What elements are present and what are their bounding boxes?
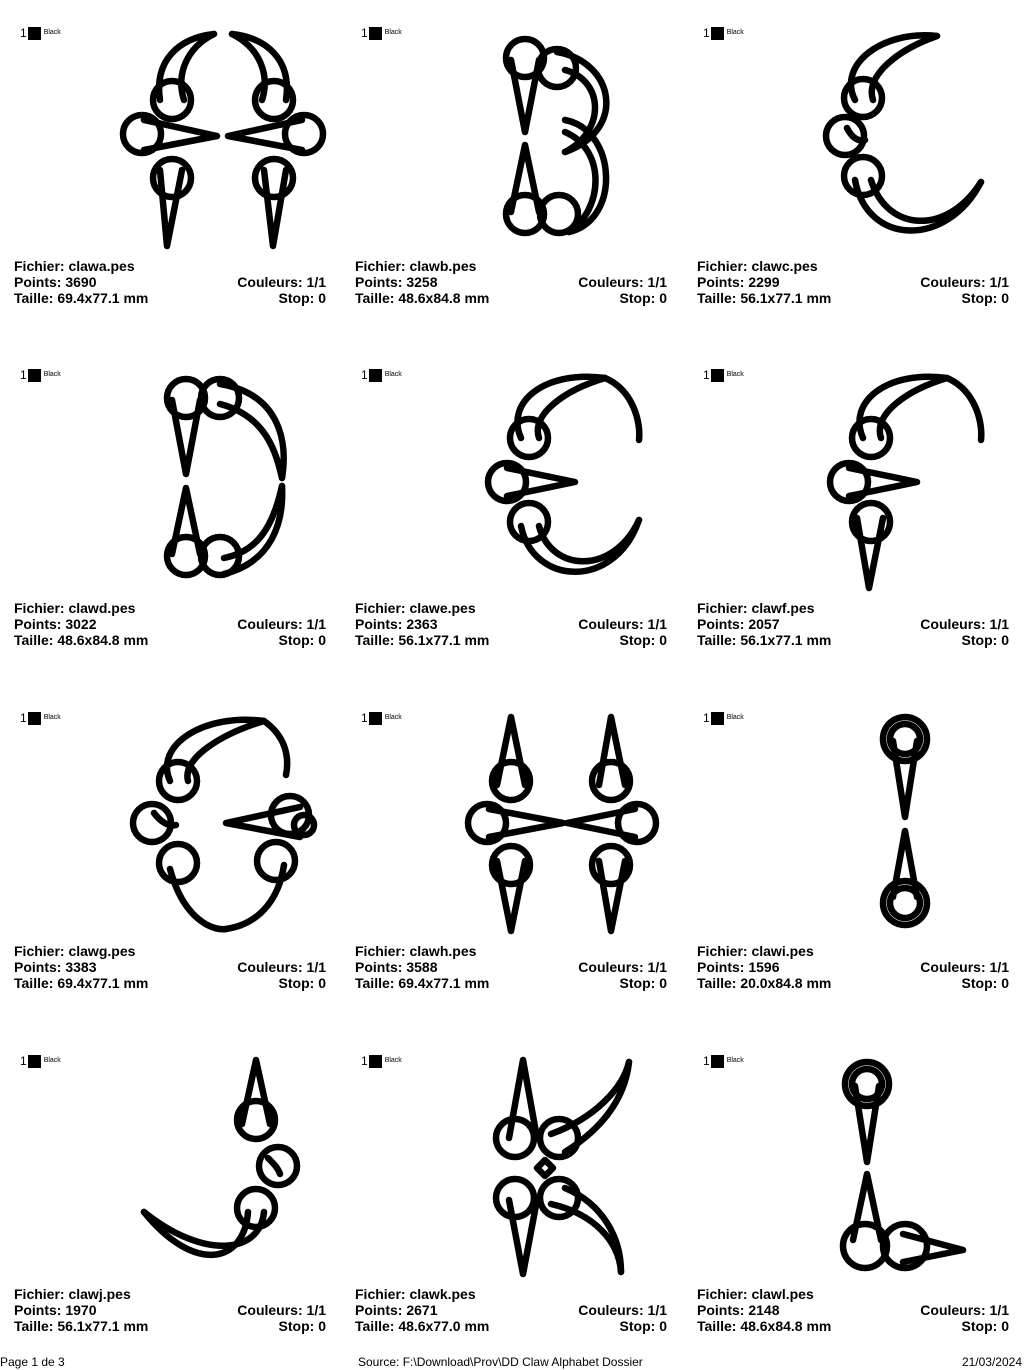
letter-i-claw-icon bbox=[697, 685, 1024, 935]
swatch-name: Black bbox=[384, 1057, 402, 1064]
design-cell-clawk bbox=[355, 1028, 685, 1358]
points-count: 2148 bbox=[748, 1302, 780, 1318]
letter-c-claw-icon bbox=[697, 0, 1024, 250]
colors-count: 1/1 bbox=[647, 274, 667, 290]
design-size: 48.6x84.8 mm bbox=[740, 1318, 832, 1334]
design-size: 48.6x77.0 mm bbox=[398, 1318, 490, 1334]
design-cell-clawc bbox=[697, 0, 1024, 330]
design-cell-clawg bbox=[14, 685, 344, 1015]
file-name: clawc.pes bbox=[751, 258, 818, 274]
colors-count: 1/1 bbox=[306, 1302, 326, 1318]
swatch-name: Black bbox=[43, 714, 61, 721]
swatch-name: Black bbox=[43, 29, 61, 36]
letter-k-claw-icon bbox=[355, 1028, 685, 1278]
design-size: 48.6x84.8 mm bbox=[57, 632, 149, 648]
swatch-number: 1 bbox=[703, 1054, 710, 1068]
swatch-name: Black bbox=[43, 1057, 61, 1064]
file-name: clawi.pes bbox=[751, 943, 814, 959]
points-count: 3258 bbox=[406, 274, 438, 290]
points-count: 2671 bbox=[406, 1302, 438, 1318]
design-info: Fichier: clawg.pes Points: 3383 Couleurs: 1/1 Taille: 69.4x77.1 mm Stop: 0 bbox=[14, 943, 326, 991]
design-info: Fichier: clawa.pes Points: 3690 Couleurs: 1/1 Taille: 69.4x77.1 mm Stop: 0 bbox=[14, 258, 326, 306]
design-cell-clawi bbox=[697, 685, 1024, 1015]
letter-f-claw-icon bbox=[697, 342, 1024, 592]
points-count: 3022 bbox=[65, 616, 97, 632]
colors-count: 1/1 bbox=[989, 274, 1009, 290]
file-name: clawj.pes bbox=[68, 1286, 131, 1302]
stop-count: 0 bbox=[318, 975, 326, 991]
design-cell-clawb bbox=[355, 0, 685, 330]
design-info: Fichier: clawk.pes Points: 2671 Couleurs: 1/1 Taille: 48.6x77.0 mm Stop: 0 bbox=[355, 1286, 667, 1334]
stop-count: 0 bbox=[1001, 1318, 1009, 1334]
stop-count: 0 bbox=[318, 1318, 326, 1334]
file-name: clawa.pes bbox=[68, 258, 135, 274]
letter-e-claw-icon bbox=[355, 342, 685, 592]
design-cell-clawf bbox=[697, 342, 1024, 672]
design-cell-clawe bbox=[355, 342, 685, 672]
design-size: 48.6x84.8 mm bbox=[398, 290, 490, 306]
points-count: 3383 bbox=[65, 959, 97, 975]
design-info: Fichier: clawj.pes Points: 1970 Couleurs: 1/1 Taille: 56.1x77.1 mm Stop: 0 bbox=[14, 1286, 326, 1334]
design-info: Fichier: clawb.pes Points: 3258 Couleurs: 1/1 Taille: 48.6x84.8 mm Stop: 0 bbox=[355, 258, 667, 306]
design-cell-clawh bbox=[355, 685, 685, 1015]
design-size: 56.1x77.1 mm bbox=[740, 290, 832, 306]
colors-count: 1/1 bbox=[306, 616, 326, 632]
swatch-number: 1 bbox=[703, 368, 710, 382]
file-name: clawe.pes bbox=[409, 600, 476, 616]
letter-b-claw-icon bbox=[355, 0, 685, 250]
swatch-name: Black bbox=[384, 29, 402, 36]
swatch-name: Black bbox=[726, 29, 744, 36]
stop-count: 0 bbox=[659, 975, 667, 991]
design-size: 56.1x77.1 mm bbox=[740, 632, 832, 648]
swatch-number: 1 bbox=[361, 1054, 368, 1068]
swatch-number: 1 bbox=[20, 711, 27, 725]
design-cell-clawl bbox=[697, 1028, 1024, 1358]
design-cell-clawj bbox=[14, 1028, 344, 1358]
design-info: Fichier: clawh.pes Points: 3588 Couleurs: 1/1 Taille: 69.4x77.1 mm Stop: 0 bbox=[355, 943, 667, 991]
swatch-number: 1 bbox=[361, 26, 368, 40]
swatch-number: 1 bbox=[703, 711, 710, 725]
colors-count: 1/1 bbox=[647, 1302, 667, 1318]
letter-j-claw-icon bbox=[14, 1028, 344, 1278]
points-count: 1596 bbox=[748, 959, 780, 975]
swatch-name: Black bbox=[384, 371, 402, 378]
design-info: Fichier: clawd.pes Points: 3022 Couleurs: 1/1 Taille: 48.6x84.8 mm Stop: 0 bbox=[14, 600, 326, 648]
points-count: 3588 bbox=[406, 959, 438, 975]
page-number: Page 1 de 3 bbox=[0, 1355, 65, 1369]
colors-count: 1/1 bbox=[989, 1302, 1009, 1318]
print-date: 21/03/2024 bbox=[961, 1355, 1022, 1369]
stop-count: 0 bbox=[1001, 975, 1009, 991]
design-info: Fichier: clawl.pes Points: 2148 Couleurs: 1/1 Taille: 48.6x84.8 mm Stop: 0 bbox=[697, 1286, 1009, 1334]
stop-count: 0 bbox=[318, 290, 326, 306]
file-name: clawg.pes bbox=[68, 943, 136, 959]
points-count: 2299 bbox=[748, 274, 780, 290]
swatch-name: Black bbox=[726, 714, 744, 721]
stop-count: 0 bbox=[659, 290, 667, 306]
stop-count: 0 bbox=[659, 632, 667, 648]
colors-count: 1/1 bbox=[989, 616, 1009, 632]
design-cell-clawd bbox=[14, 342, 344, 672]
design-size: 56.1x77.1 mm bbox=[398, 632, 490, 648]
design-size: 20.0x84.8 mm bbox=[740, 975, 832, 991]
design-size: 69.4x77.1 mm bbox=[57, 290, 149, 306]
colors-count: 1/1 bbox=[306, 274, 326, 290]
swatch-number: 1 bbox=[361, 368, 368, 382]
swatch-number: 1 bbox=[703, 26, 710, 40]
letter-h-claw-icon bbox=[355, 685, 685, 935]
design-info: Fichier: clawc.pes Points: 2299 Couleurs: 1/1 Taille: 56.1x77.1 mm Stop: 0 bbox=[697, 258, 1009, 306]
swatch-name: Black bbox=[43, 371, 61, 378]
design-size: 69.4x77.1 mm bbox=[57, 975, 149, 991]
swatch-name: Black bbox=[726, 1057, 744, 1064]
stop-count: 0 bbox=[659, 1318, 667, 1334]
file-name: clawf.pes bbox=[751, 600, 815, 616]
letter-g-claw-icon bbox=[14, 685, 344, 935]
design-info: Fichier: clawe.pes Points: 2363 Couleurs: 1/1 Taille: 56.1x77.1 mm Stop: 0 bbox=[355, 600, 667, 648]
points-count: 2363 bbox=[406, 616, 438, 632]
letter-l-claw-icon bbox=[697, 1028, 1024, 1278]
design-cell-clawa bbox=[14, 0, 344, 330]
design-info: Fichier: clawi.pes Points: 1596 Couleurs: 1/1 Taille: 20.0x84.8 mm Stop: 0 bbox=[697, 943, 1009, 991]
stop-count: 0 bbox=[1001, 632, 1009, 648]
swatch-name: Black bbox=[384, 714, 402, 721]
swatch-number: 1 bbox=[20, 26, 27, 40]
stop-count: 0 bbox=[1001, 290, 1009, 306]
colors-count: 1/1 bbox=[306, 959, 326, 975]
colors-count: 1/1 bbox=[647, 616, 667, 632]
design-info: Fichier: clawf.pes Points: 2057 Couleurs: 1/1 Taille: 56.1x77.1 mm Stop: 0 bbox=[697, 600, 1009, 648]
points-count: 3690 bbox=[65, 274, 97, 290]
stop-count: 0 bbox=[318, 632, 326, 648]
design-size: 69.4x77.1 mm bbox=[398, 975, 490, 991]
letter-d-claw-icon bbox=[14, 342, 344, 592]
file-name: clawd.pes bbox=[68, 600, 136, 616]
swatch-name: Black bbox=[726, 371, 744, 378]
file-name: clawh.pes bbox=[409, 943, 477, 959]
colors-count: 1/1 bbox=[647, 959, 667, 975]
file-name: clawk.pes bbox=[409, 1286, 476, 1302]
file-name: clawl.pes bbox=[751, 1286, 814, 1302]
design-size: 56.1x77.1 mm bbox=[57, 1318, 149, 1334]
swatch-number: 1 bbox=[20, 368, 27, 382]
swatch-number: 1 bbox=[361, 711, 368, 725]
letter-a-claw-icon bbox=[14, 0, 344, 250]
points-count: 1970 bbox=[65, 1302, 97, 1318]
source-path: Source: F:\Download\Prov\DD Claw Alphabet Dossier bbox=[358, 1355, 643, 1369]
file-name: clawb.pes bbox=[409, 258, 477, 274]
points-count: 2057 bbox=[748, 616, 780, 632]
swatch-number: 1 bbox=[20, 1054, 27, 1068]
colors-count: 1/1 bbox=[989, 959, 1009, 975]
